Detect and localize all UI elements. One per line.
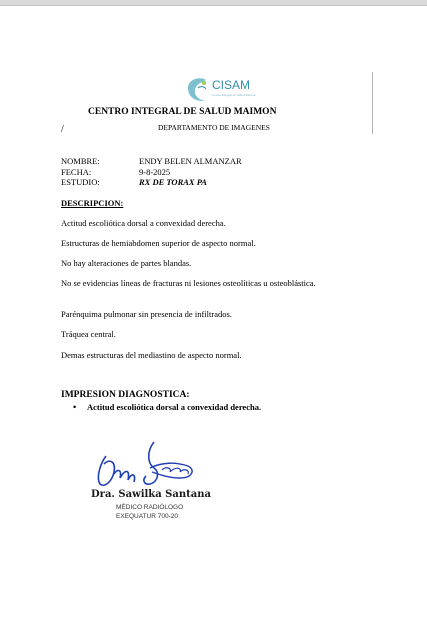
window-top-bar (0, 0, 427, 6)
handwritten-signature (92, 438, 204, 492)
doctor-exequatur: EXEQUATUR 700-20 (116, 513, 179, 520)
impression-item: Actitud escoliótica dorsal a convexidad derecha. (87, 402, 262, 412)
center-name: CENTRO INTEGRAL DE SALUD MAIMON (88, 107, 277, 117)
description-paragraph: Tráquea central. (61, 329, 116, 339)
description-paragraph: Demas estructuras del mediastino de aspecto normal. (61, 350, 242, 360)
description-heading: DESCRIPCION: (61, 198, 124, 208)
logo-text: CISAM (212, 78, 251, 92)
doctor-role: MÉDICO RADIÓLOGO (116, 504, 184, 511)
date-label: FECHA: (61, 167, 92, 177)
doctor-name: Dra. Sawilka Santana (91, 489, 211, 500)
study-value: RX DE TORAX PA (139, 177, 207, 187)
description-paragraph: Parénquima pulmonar sin presencia de infiltrados. (61, 309, 232, 319)
date-value: 9-8-2025 (139, 167, 171, 177)
study-label: ESTUDIO: (61, 177, 100, 187)
name-label: NOMBRE: (61, 156, 100, 166)
department-name: DEPARTAMENTO DE IMAGENES (158, 123, 270, 132)
description-paragraph: Actitud escoliótica dorsal a convexidad derecha. (61, 218, 226, 228)
name-value: ENDY BELEN ALMANZAR (139, 156, 242, 166)
description-paragraph: No se evidencias líneas de fracturas ni lesiones osteolíticas u osteoblástica. (61, 278, 316, 288)
description-paragraph: Estructuras de hemiabdomen superior de aspecto normal. (61, 238, 256, 248)
page-edge-line (372, 72, 373, 134)
stray-mark: / (61, 124, 64, 135)
bullet-marker: • (73, 402, 77, 412)
description-paragraph: No hay alteraciones de partes blandas. (61, 258, 192, 268)
impression-heading: IMPRESION DIAGNOSTICA: (61, 390, 190, 400)
logo-subtext: Centro Integral de Salud Maimon (212, 93, 257, 97)
